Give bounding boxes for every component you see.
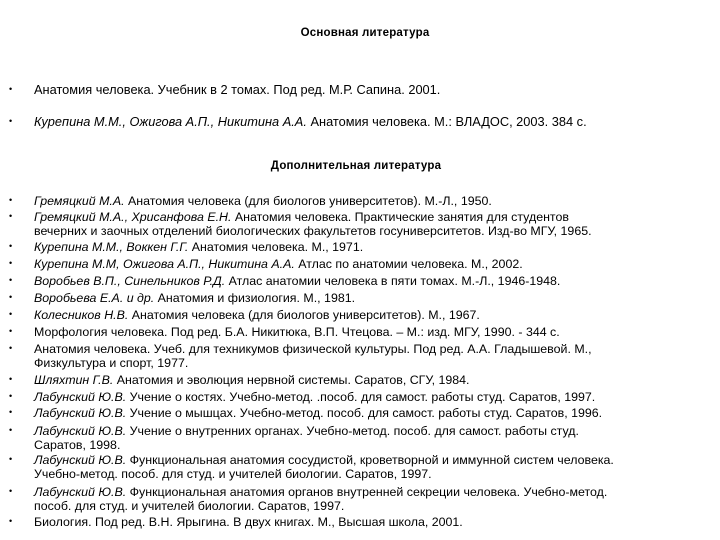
- item-author: Гремяцкий М.А., Хрисанфова Е.Н.: [34, 210, 232, 224]
- bullet-icon: •: [9, 258, 13, 268]
- bullet-icon: •: [9, 326, 13, 336]
- bullet-icon: •: [9, 292, 13, 302]
- bullet-icon: •: [9, 309, 13, 319]
- bullet-icon: •: [9, 241, 13, 251]
- bullet-icon: •: [9, 407, 13, 417]
- item-text: [34, 274, 706, 288]
- item-text: [34, 257, 706, 271]
- item-author: Гремяцкий М.А.: [34, 194, 125, 208]
- item-title: Функциональная анатомия сосудистой, кроветворной и иммунной систем человека.: [126, 453, 614, 467]
- item-continuation: Саратов, 1998.: [34, 438, 121, 453]
- item-text: [34, 291, 706, 305]
- item-continuation: Физкультура и спорт, 1977.: [34, 356, 189, 371]
- item-title: Анатомия человека (для биологов университетов). М.-Л., 1950.: [124, 194, 492, 208]
- bullet-icon: •: [9, 486, 13, 496]
- item-text: [34, 390, 706, 404]
- bullet-icon: •: [9, 391, 13, 401]
- item-title: Атлас по анатомии человека. М., 2002.: [294, 257, 523, 271]
- item-author: Воробьева Е.А. и др.: [34, 291, 155, 305]
- item-text: [34, 308, 706, 322]
- bullet-icon: •: [9, 116, 13, 126]
- item-continuation: пособ. для студ. и учителей биологии. Саратов, 1997.: [34, 499, 345, 514]
- bullet-icon: •: [9, 343, 13, 353]
- item-title: Анатомия и эволюция нервной системы. Саратов, СГУ, 1984.: [113, 373, 470, 387]
- item-title: Анатомия человека. Практические занятия для студентов: [231, 210, 569, 224]
- item-title: Анатомия человека (для биологов университетов). М., 1967.: [128, 308, 480, 322]
- item-text: [34, 515, 706, 529]
- item-author: Шляхтин Г.В.: [34, 373, 114, 387]
- bullet-icon: •: [9, 454, 13, 464]
- item-text: [34, 115, 706, 129]
- additional-literature-heading: Дополнительная литература: [270, 160, 442, 172]
- item-text: [34, 240, 706, 254]
- main-literature-heading: Основная литература: [300, 27, 430, 39]
- item-author: Курепина М.М., Ожигова А.П., Никитина А.А.: [34, 114, 307, 129]
- item-author: Лабунский Ю.В.: [34, 485, 127, 499]
- item-text: [34, 194, 706, 208]
- item-title: Учение о мышцах. Учебно-метод. пособ. для самост. работы студ. Саратов, 1996.: [126, 406, 603, 420]
- bullet-icon: •: [9, 425, 13, 435]
- bullet-icon: •: [9, 195, 13, 205]
- item-title: Учение о внутренних органах. Учебно-метод. пособ. для самост. работы студ.: [126, 424, 579, 438]
- item-text: [34, 406, 706, 420]
- item-text: [34, 325, 706, 339]
- item-text: [34, 424, 706, 452]
- item-title: Анатомия человека. Учеб. для техникумов физической культуры. Под ред. А.А. Гладышевой. М.,: [34, 342, 592, 356]
- item-author: Воробьев В.П., Синельников Р.Д.: [34, 274, 226, 288]
- item-continuation: вечерних и заочных отделений биологических факультетов госуниверситетов. Изд-во МГУ, 1965.: [34, 224, 592, 239]
- item-title: Атлас анатомии человека в пяти томах. М.-Л., 1946-1948.: [225, 274, 561, 288]
- bullet-icon: •: [9, 374, 13, 384]
- item-author: Лабунский Ю.В.: [34, 406, 127, 420]
- item-author: Курепина М.М., Воккен Г.Г.: [34, 240, 189, 254]
- item-author: Лабунский Ю.В.: [34, 390, 127, 404]
- bullet-icon: •: [9, 211, 13, 221]
- item-text: [34, 373, 706, 387]
- item-author: Лабунский Ю.В.: [34, 424, 127, 438]
- item-author: Колесников Н.В.: [34, 308, 129, 322]
- item-title: Биология. Под ред. В.Н. Ярыгина. В двух книгах. М., Высшая школа, 2001.: [34, 515, 463, 529]
- item-author: Курепина М.М, Ожигова А.П., Никитина А.А.: [34, 257, 295, 271]
- bullet-icon: •: [9, 516, 13, 526]
- item-title: Функциональная анатомия органов внутренней секреции человека. Учебно-метод.: [126, 485, 608, 499]
- bullet-icon: •: [9, 275, 13, 285]
- item-title: Анатомия человека. М.: ВЛАДОС, 2003. 384 с.: [306, 114, 587, 129]
- item-title: Анатомия и физиология. М., 1981.: [154, 291, 356, 305]
- item-continuation: Учебно-метод. пособ. для студ. и учителей биологии. Саратов, 1997.: [34, 467, 432, 482]
- item-text: [34, 453, 706, 481]
- item-text: [34, 210, 706, 238]
- item-text: [34, 83, 706, 97]
- item-text: [34, 342, 706, 370]
- item-author: Лабунский Ю.В.: [34, 453, 127, 467]
- item-title: Анатомия человека. М., 1971.: [188, 240, 364, 254]
- item-text: [34, 485, 706, 513]
- item-title: Морфология человека. Под ред. Б.А. Никитюка, В.П. Чтецова. – М.: изд. МГУ, 1990. - 344 с.: [34, 325, 560, 339]
- item-title: Анатомия человека. Учебник в 2 томах. Под ред. М.Р. Сапина. 2001.: [34, 82, 441, 97]
- bullet-icon: •: [9, 84, 13, 94]
- item-title: Учение о костях. Учебно-метод. .пособ. для самост. работы студ. Саратов, 1997.: [126, 390, 596, 404]
